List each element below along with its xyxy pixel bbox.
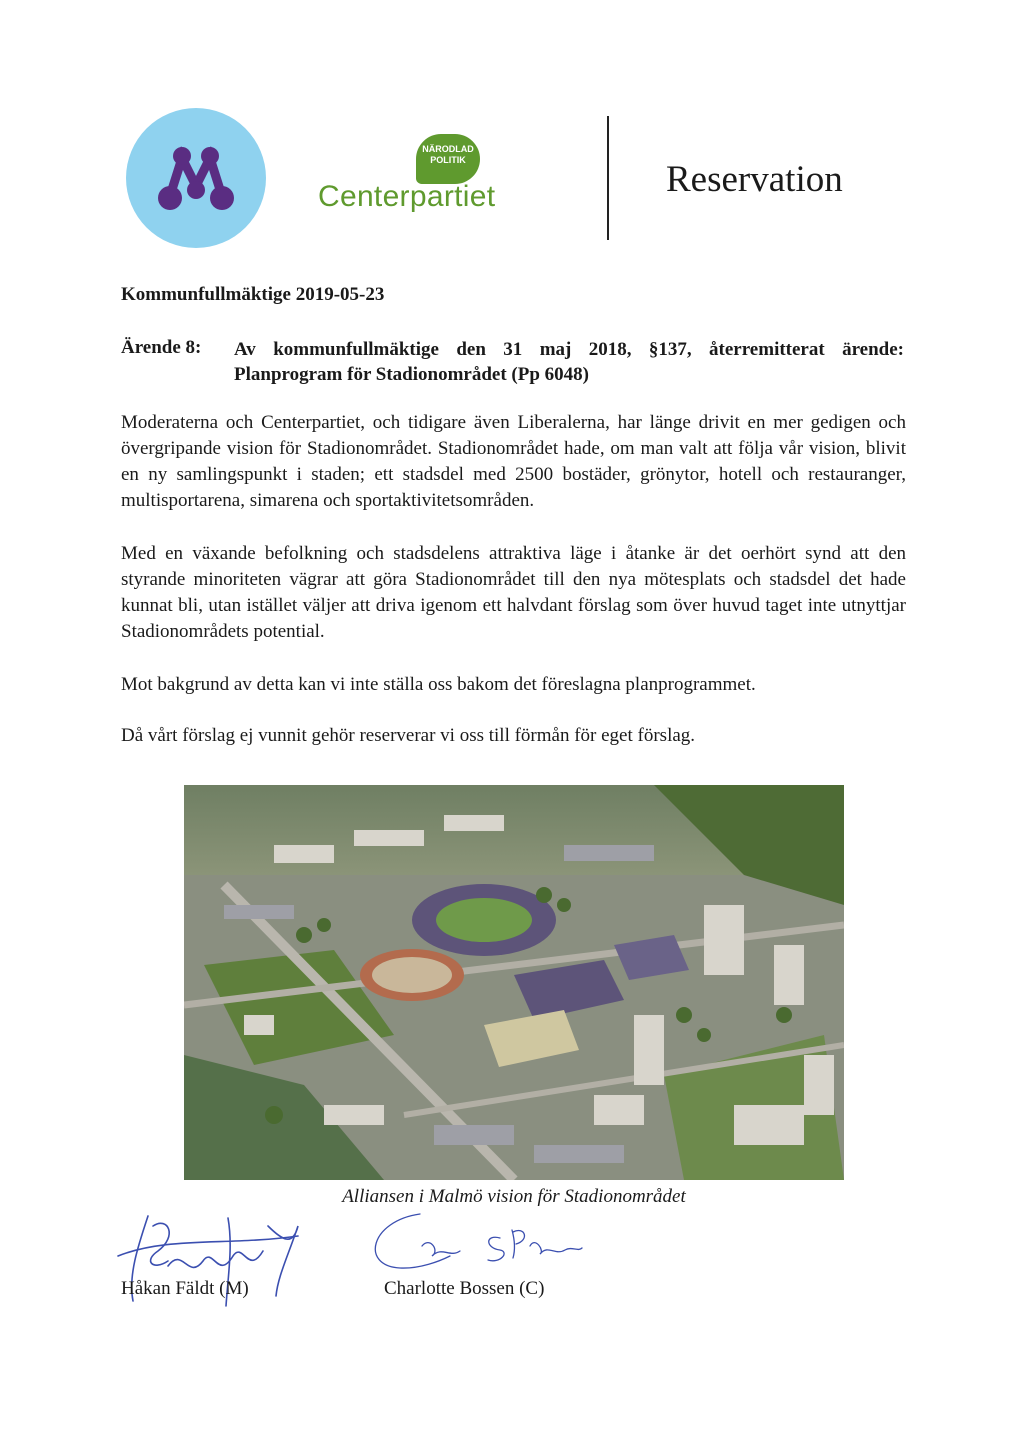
- signatory-name-1: Håkan Fäldt (M): [121, 1278, 249, 1299]
- centerpartiet-badge: [416, 134, 480, 184]
- arende-label: Ärende 8:: [121, 337, 202, 358]
- image-caption: Alliansen i Malmö vision för Stadionområdet: [342, 1186, 686, 1207]
- moderaterna-m-icon: [126, 108, 266, 248]
- arende-title-line-2: Planprogram för Stadionområdet (Pp 6048): [234, 364, 590, 385]
- arende-title-line-1: Av kommunfullmäktige den 31 maj 2018, §137, återremitterat ärende:: [234, 339, 904, 360]
- badge-line-1: NÄRODLAD: [422, 144, 474, 154]
- page-title: Reservation: [666, 159, 843, 200]
- paragraph-2: Med en växande befolkning och stadsdelens attraktiva läge i åtanke är det oerhört synd att den styrande minoriteten vägrar att göra Stadionområdet till den nya mötesplats och stadsdel det hade kunnat bli, utan istället väljer att driva igenom ett halvdant förslag som över huvud taget inte utnyttjar Stadionområdets potential.: [121, 543, 906, 642]
- moderaterna-logo: [126, 108, 266, 248]
- meeting-date: Kommunfullmäktige 2019-05-23: [121, 284, 385, 305]
- centerpartiet-logo-text: Centerpartiet: [318, 180, 496, 213]
- badge-line-2: POLITIK: [430, 155, 466, 165]
- paragraph-4: Då vårt förslag ej vunnit gehör reserverar vi oss till förmån för eget förslag.: [121, 725, 696, 746]
- paragraph-1: Moderaterna och Centerpartiet, och tidigare även Liberalerna, har länge drivit en mer gedigen och övergripande vision för Stadionområdet. Stadionområdet hade, om man valt att följa vår vision, blivit en ny samlingspunkt i staden; ett stadsdel med 2500 bostäder, grönytor, hotell och restauranger, multisportarena, simarena och sportaktivitetsområden.: [121, 412, 906, 511]
- signatory-name-2: Charlotte Bossen (C): [384, 1278, 545, 1299]
- paragraph-3: Mot bakgrund av detta kan vi inte ställa oss bakom det föreslagna planprogrammet.: [121, 674, 756, 695]
- header-divider: [607, 116, 609, 240]
- arende-title: [234, 337, 904, 387]
- aerial-vision-image: [184, 785, 844, 1180]
